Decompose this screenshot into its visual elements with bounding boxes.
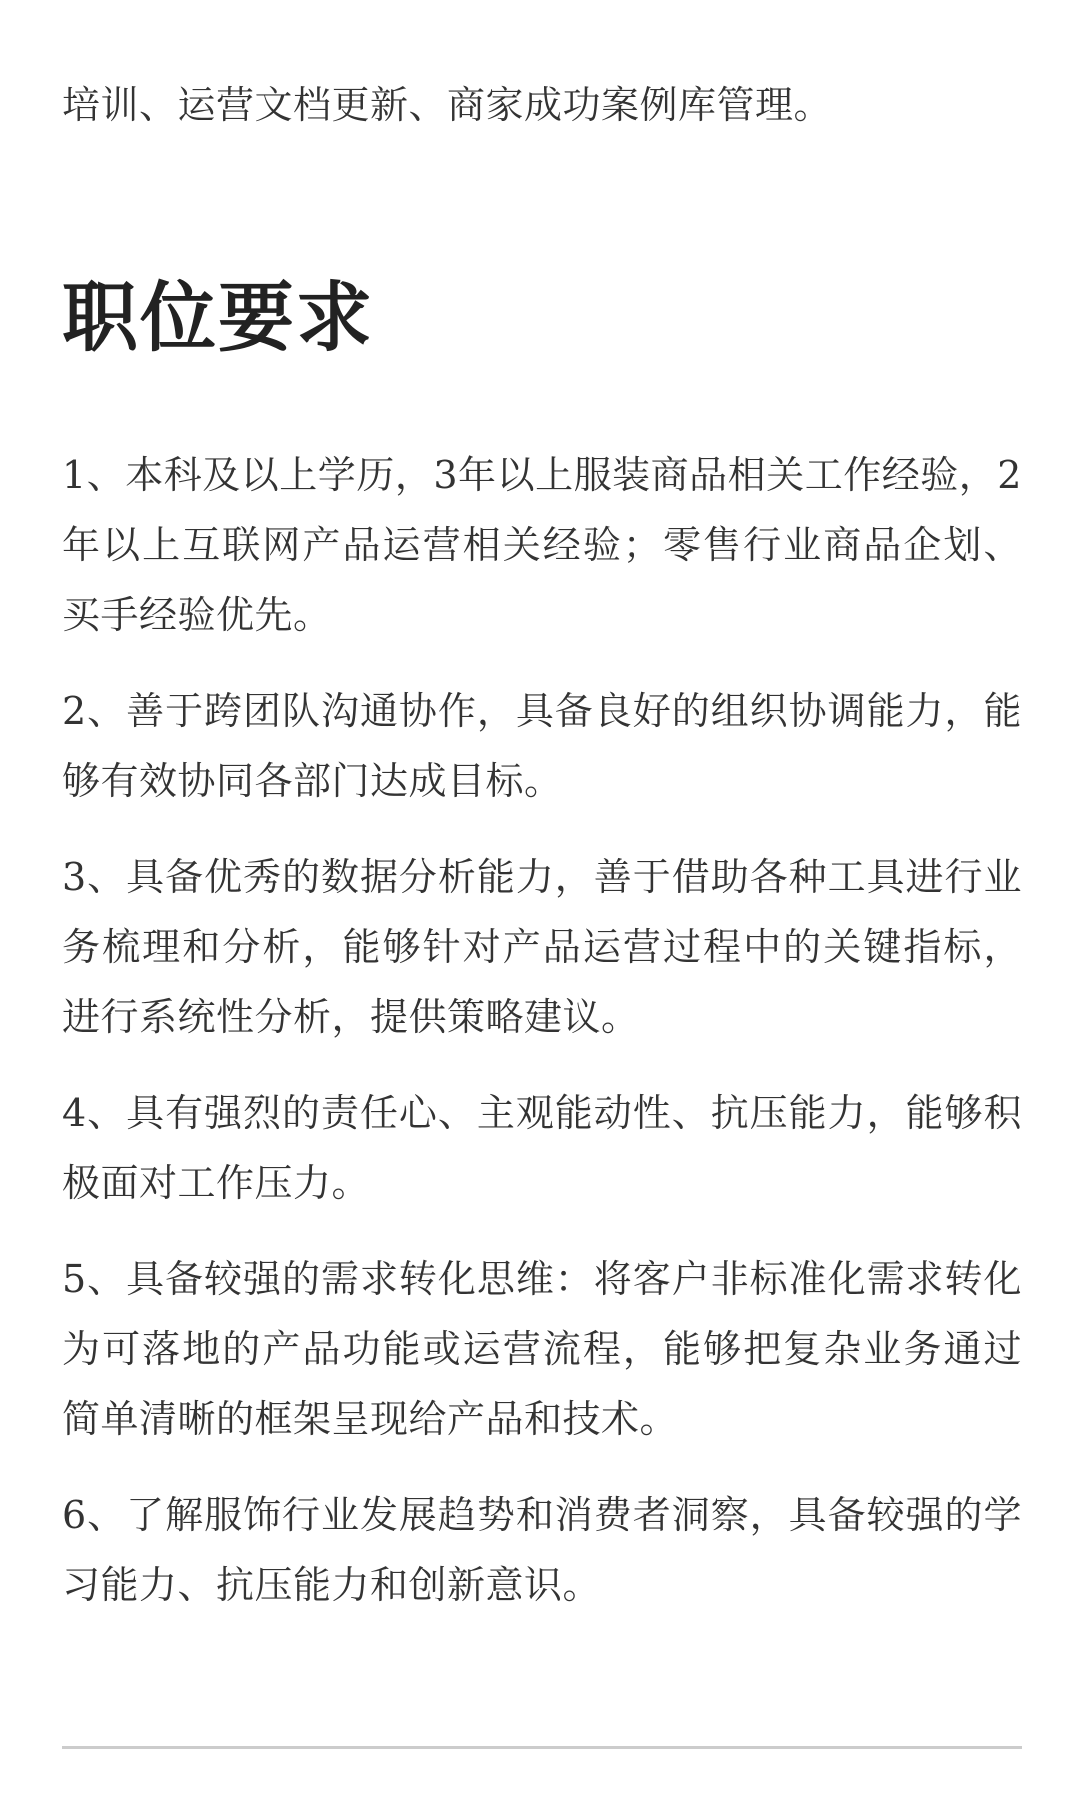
- intro-text: 培训、运营文档更新、商家成功案例库管理。: [62, 83, 833, 127]
- section-title: 职位要求: [62, 273, 374, 362]
- requirement-item: 2、善于跨团队沟通协作，具备良好的组织协调能力，能够有效协同各部门达成目标。: [62, 689, 1022, 803]
- requirement-item: 1、本科及以上学历，3年以上服装商品相关工作经验，2年以上互联网产品运营相关经验；零售行业商品企划、买手经验优先。: [62, 453, 1022, 637]
- requirement-item: 4、具有强烈的责任心、主观能动性、抗压能力，能够积极面对工作压力。: [62, 1091, 1022, 1205]
- requirements-list: [62, 440, 1022, 1646]
- requirement-item: 3、具备优秀的数据分析能力，善于借助各种工具进行业务梳理和分析，能够针对产品运营过程中的关键指标，进行系统性分析，提供策略建议。: [62, 855, 1022, 1039]
- bottom-divider: [62, 1746, 1022, 1749]
- requirement-item: 5、具备较强的需求转化思维：将客户非标准化需求转化为可落地的产品功能或运营流程，能够把复杂业务通过简单清晰的框架呈现给产品和技术。: [62, 1257, 1022, 1441]
- job-description-content: [62, 0, 1022, 1607]
- requirement-item: 6、了解服饰行业发展趋势和消费者洞察，具备较强的学习能力、抗压能力和创新意识。: [62, 1493, 1022, 1607]
